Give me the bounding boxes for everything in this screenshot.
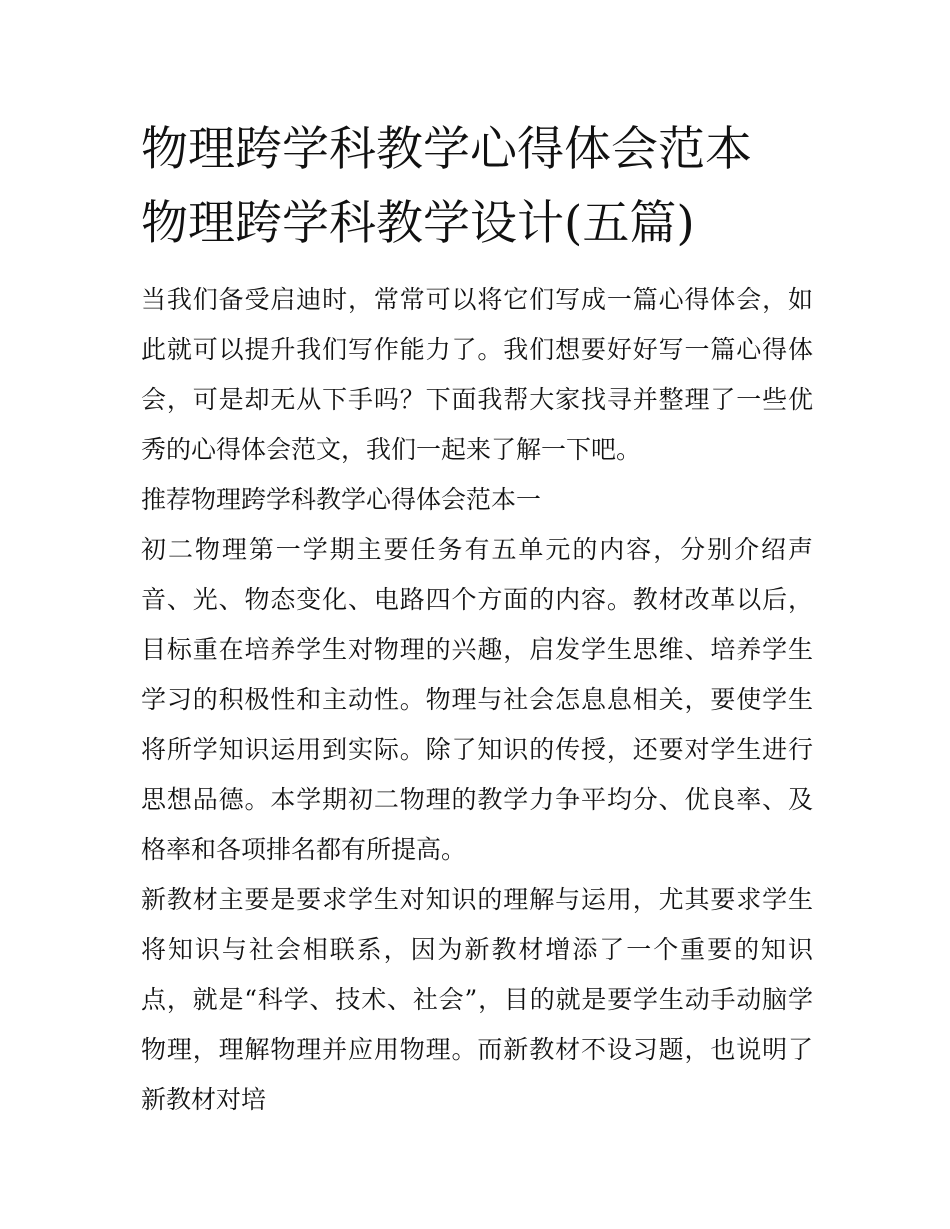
title-line-1: 物理跨学科教学心得体会范本 — [141, 122, 752, 177]
document-title — [141, 113, 813, 261]
title-line-2: 物理跨学科教学设计(五篇) — [141, 196, 695, 251]
document-body — [141, 113, 813, 1125]
section-heading: 推荐物理跨学科教学心得体会范本一 — [141, 485, 542, 514]
intro-paragraph: 当我们备受启迪时，常常可以将它们写成一篇心得体会，如此就可以提升我们写作能力了。我们想要好好写一篇心得体会，可是却无从下手吗？下面我帮大家找寻并整理了一些优秀的心得体会范文，我们一起来了解一下吧。 — [141, 285, 813, 464]
body-paragraph-1: 初二物理第一学期主要任务有五单元的内容，分别介绍声音、光、物态变化、电路四个方面的内容。教材改革以后，目标重在培养学生对物理的兴趣，启发学生思维、培养学生学习的积极性和主动性。物理与社会怎息息相关，要使学生将所学知识运用到实际。除了知识的传授，还要对学生进行思想品德。本学期初二物理的教学力争平均分、优良率、及格率和各项排名都有所提高。 — [141, 535, 813, 864]
body-paragraph-2: 新教材主要是要求学生对知识的理解与运用，尤其要求学生将知识与社会相联系，因为新教材增添了一个重要的知识点，就是“科学、技术、社会”，目的就是要学生动手动脑学物理，理解物理并应用物理。而新教材不设习题，也说明了新教材对培 — [141, 885, 813, 1114]
